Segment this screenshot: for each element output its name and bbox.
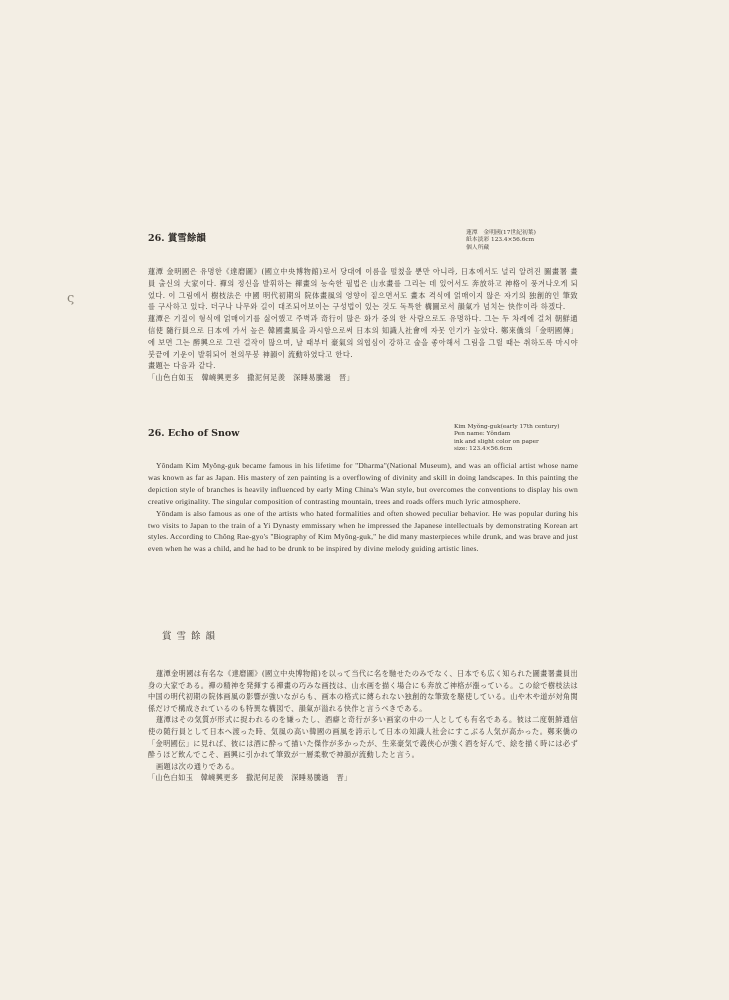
japanese-title: 賞雪餘韻 bbox=[162, 631, 221, 642]
english-meta-line: ink and slight color on paper bbox=[454, 438, 539, 445]
korean-title: 26. 賞雪餘韻 bbox=[148, 233, 206, 244]
korean-header bbox=[148, 230, 578, 266]
english-meta-line: Pen name: Yŏndam bbox=[454, 431, 511, 438]
japanese-poem: 「山色白如玉 韓嶢興更多 撒泥何足羨 深睡易騰過 晋」 bbox=[148, 773, 352, 783]
korean-body bbox=[148, 266, 578, 384]
korean-meta-line: 蓮潭 金明國(17世紀初葉) bbox=[466, 230, 536, 236]
japanese-paragraph: 画題は次の通りである。 bbox=[156, 761, 239, 771]
english-meta-line: size: 123.4×56.6cm bbox=[454, 446, 513, 453]
english-meta-line: Kim Myŏng-guk(early 17th century) bbox=[454, 424, 560, 430]
page-mark: ς bbox=[67, 291, 75, 306]
korean-meta bbox=[466, 230, 578, 252]
korean-paragraph: 蓮潭은 기질이 형식에 얽매이기를 싫어했고 주벽과 奇行이 많은 화가 중의 한 사람으로도 유명하다. 그는 두 차례에 걸쳐 朝鮮通信使 隨行員으로 日本에 가서 높은 韓國畫風을 과시함으로써 日本의 知識人社會에 자못 인기가 높았다. 鄭來僑의「金明國傳」에 보면 그는 醉興으로 그린 걸작이 많으며, 날 때부터 豪氣의 의협심이 강하고 술을 좋아해서 그림을 그릴 때는 취하도록 마시야 붓끝에 기운이 발휘되어 천의무봉 神韻이 流動하였다고 한다. bbox=[148, 314, 578, 359]
korean-section bbox=[148, 230, 578, 384]
english-title: 26. Echo of Snow bbox=[148, 428, 240, 439]
english-section bbox=[148, 424, 578, 555]
english-paragraph: Yŏndam is also famous as one of the artists who hated formalities and often showed peculiar behavior. He was popular during his two visits to Japan to the train of a Yi Dynasty emmissary when he impressed the Japanese intellectuals by demonstrating Korean art styles. According to Chŏng Rae-gyo's "Biography of Kim Myŏng-guk," he did many masterpieces while drunk, and was brave and just even when he was a child, and he had to be drunk to be inspired by divine melody guiding artistic lines. bbox=[148, 508, 578, 554]
english-header bbox=[148, 424, 578, 460]
japanese-paragraph: 蓮潭金明國は有名な《達磨圖》(國立中央博物館)を以って当代に名を馳せたのみでなく、日本でも広く知られた圖畫署畫員出身の大家である。禪の精神を発揮する禪畫の巧みな画技は、山水画を描く場合にも奔放ご神格が漲っている。この絵で樹枝法は中国の明代初期の院体画風の影響が強いながらも、画本の格式に縛られない独創的な筆致を駆使している。山や木や道が対角関係だけで構成されているのも特異な構図で、韻氣が溢れる快作と言うべきである。 bbox=[148, 669, 578, 713]
english-meta bbox=[454, 424, 578, 454]
korean-meta-line: 個人所藏 bbox=[466, 244, 490, 251]
korean-paragraph: 蓮潭 金明國은 유명한《達磨圖》(國立中央博物館)로서 당대에 이름을 떨쳤을 뿐만 아니라, 日本에서도 널리 알려진 圖畫署 畫員 출신의 大家이다. 禪의 정신을 발휘하는 禪畫의 능숙한 필법은 山水畫를 그리는 데 있어서도 奔放하고 神格이 풍겨나오게 되었다. 이 그림에서 樹枝法은 中國 明代初期의 院体畫風의 영향이 짙으면서도 畫本 격식에 얽매이지 않은 자기의 独創的인 筆致를 구사하고 있다. 더구나 나무와 길이 대조되어보이는 구성법이 있는 것도 독특한 構圖로서 韻氣가 넘치는 快作이라 하겠다. bbox=[148, 267, 578, 312]
japanese-section bbox=[148, 628, 578, 784]
japanese-paragraph: 蓮潭はその気質が形式に捉われるのを嫌ったし、酒癖と奇行が多い画家の中の一人としても有名である。彼は二度朝鮮通信使の随行員として日本へ渡った時、気風の高い韓國の画風を誇示して日本の知識人社会にすこぶる人気が高かった。鄭來僑の「金明國伝」に見れば、彼には酒に酔って描いた傑作が多かったが、生来豪気で義侠心が強く酒を好んで、絵を描く時には必ず酔うほど飲んでこそ、画興に引かれて筆致が一層柔軟で神韻が流動したと言う。 bbox=[148, 715, 578, 760]
english-paragraph: Yŏndam Kim Myŏng-guk became famous in his lifetime for "Dharma"(National Museum), and was an official artist whose name was known as far as Japan. His mastery of zen painting is a overflowing of divinity and skill in doing landscapes. In this painting the depiction style of branches is heavily influenced by early Ming China's Wan style, but overcomes the conventions to display his own creative originality. The singular composition of contrasting mountain, trees and roads offers much lyric atmosphere. bbox=[148, 461, 578, 506]
korean-paragraph: 畫題는 다음과 같다. bbox=[148, 361, 216, 371]
korean-poem: 「山色白如玉 韓嶢興更多 撒泥何足羨 深睡易騰過 晋」 bbox=[148, 373, 355, 383]
english-body bbox=[148, 460, 578, 555]
japanese-body bbox=[148, 668, 578, 784]
korean-meta-line: 紙本淡彩 123.4×56.6cm bbox=[466, 237, 535, 244]
